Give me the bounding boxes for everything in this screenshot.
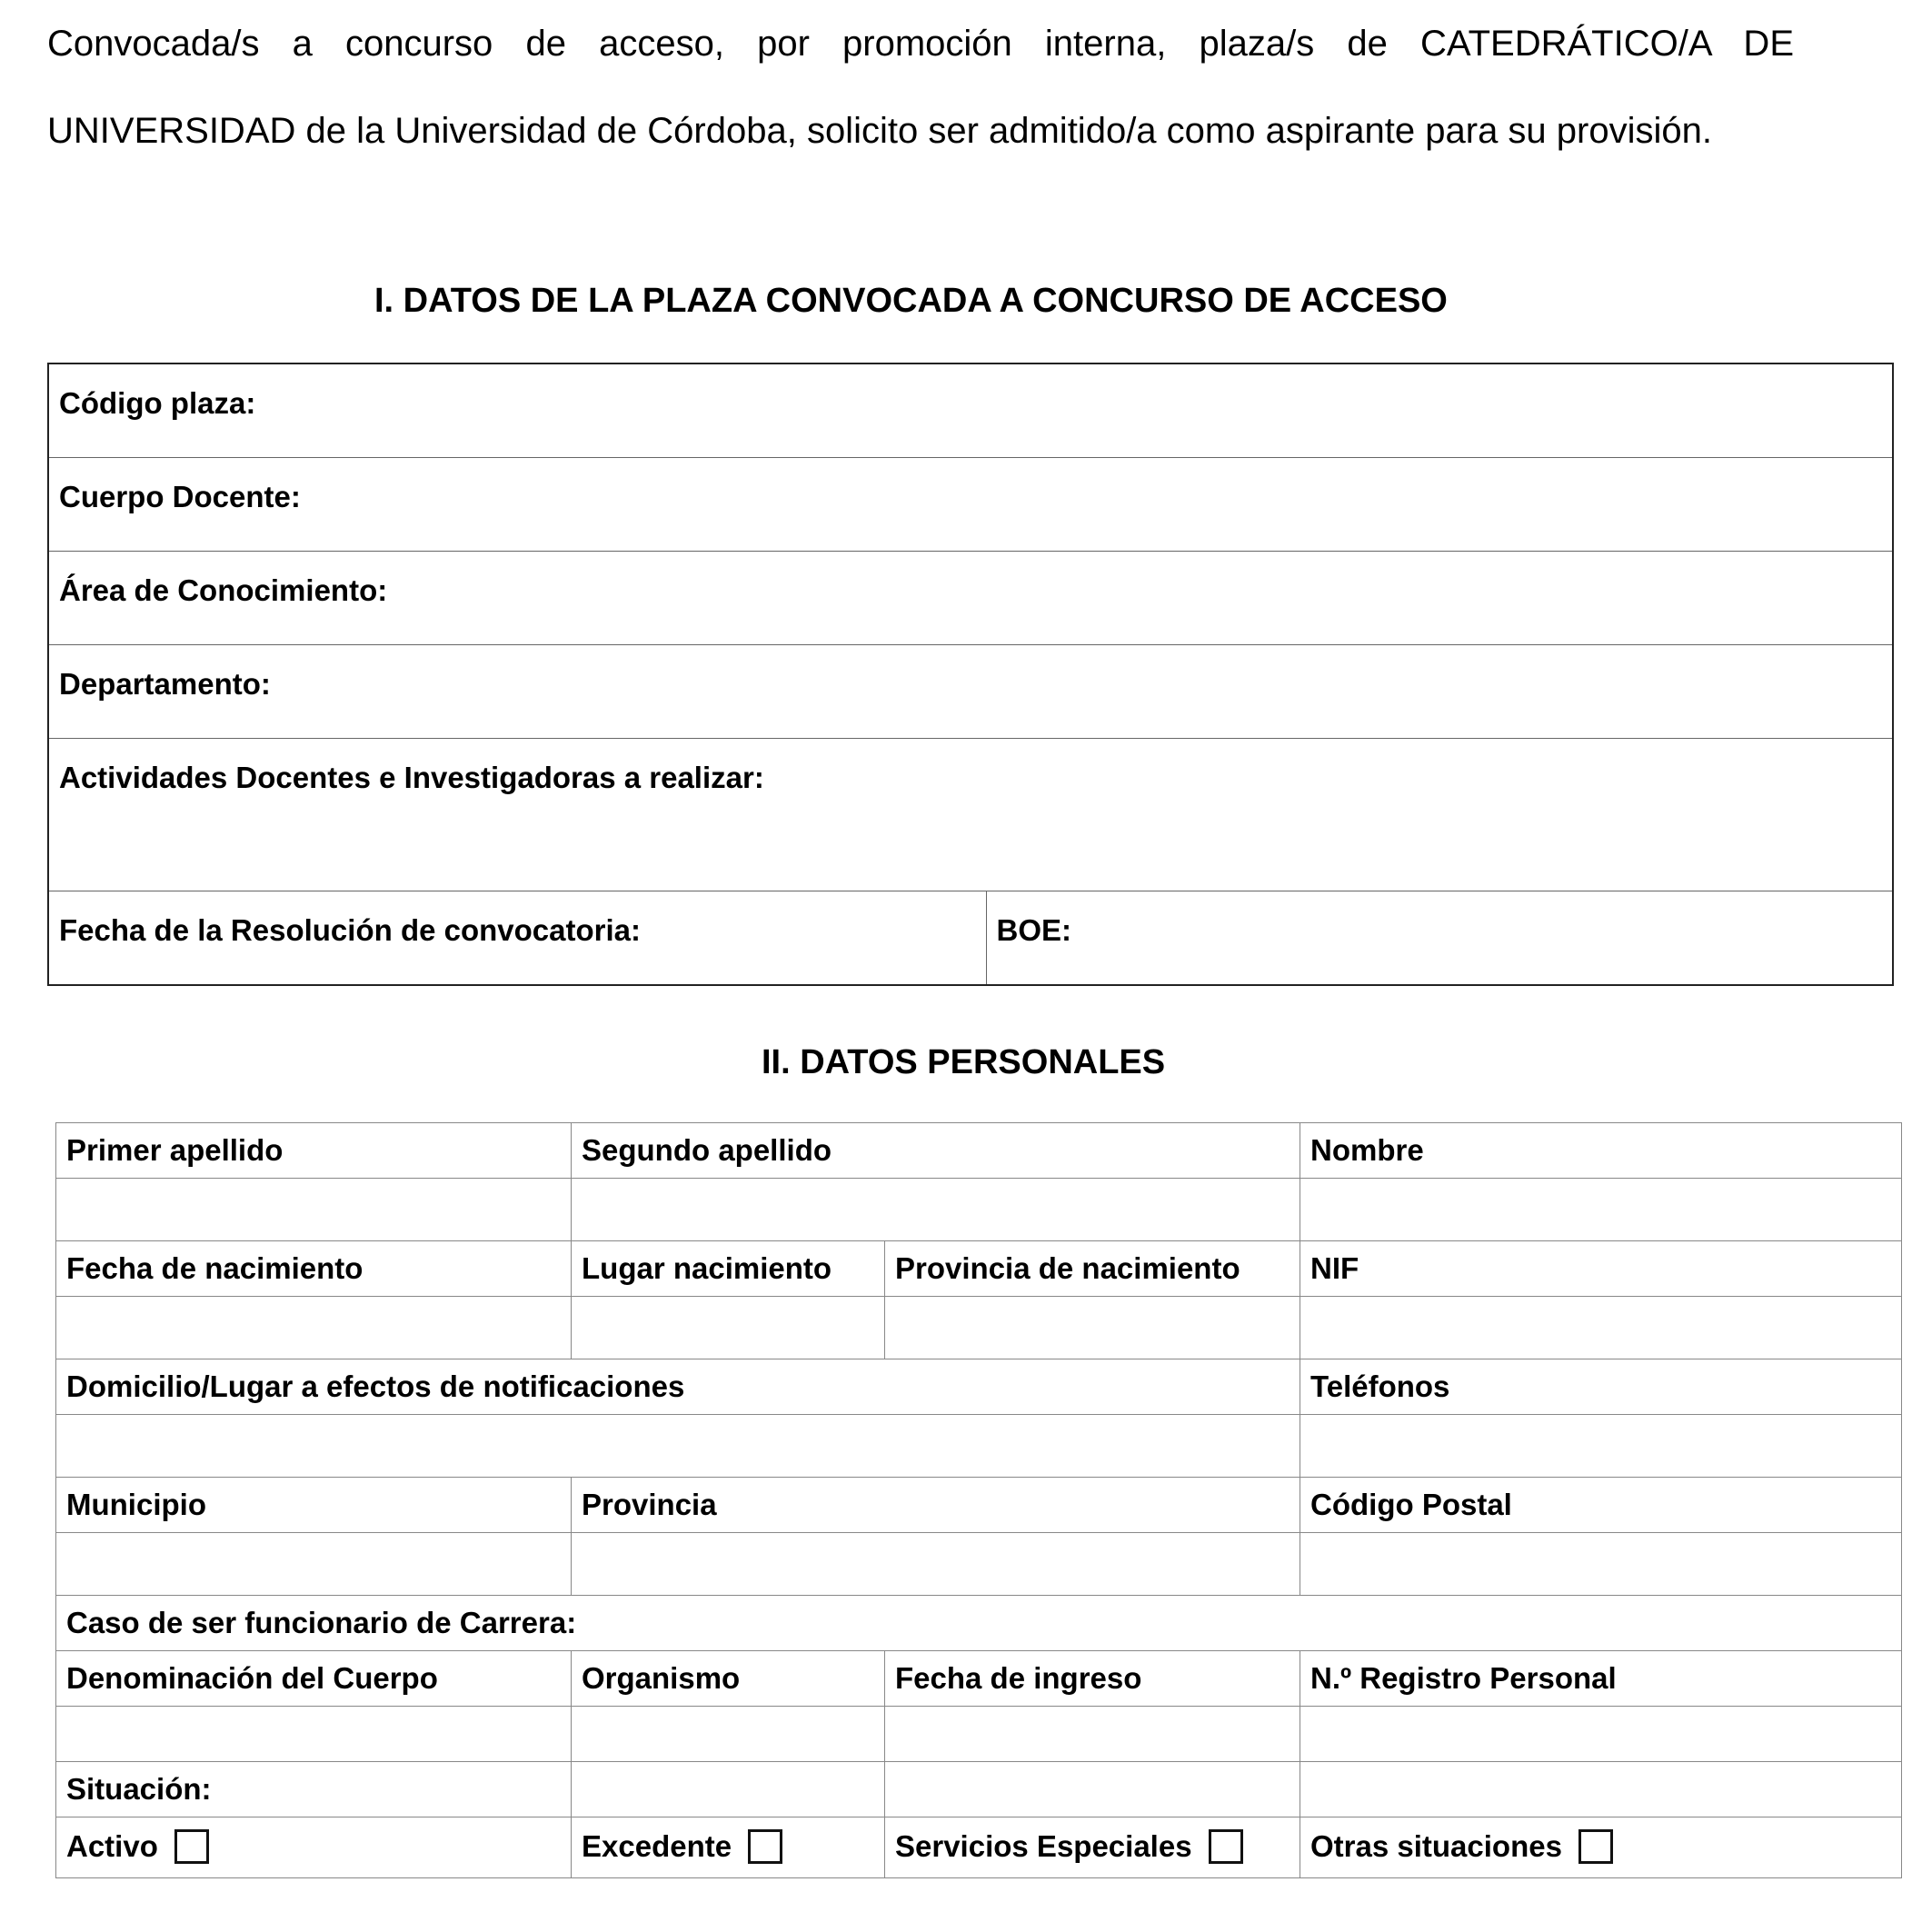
municipio-input[interactable] — [56, 1533, 572, 1596]
lugar-nacimiento-label: Lugar nacimiento — [572, 1241, 885, 1297]
section-2-title: II. DATOS PERSONALES — [762, 1043, 1166, 1081]
otras-situaciones-label: Otras situaciones — [1310, 1828, 1562, 1863]
codigo-plaza-field[interactable] — [48, 363, 1893, 458]
intro-paragraph — [47, 0, 1794, 174]
provincia-nacimiento-input[interactable] — [885, 1297, 1300, 1359]
situacion-empty-cell — [885, 1762, 1300, 1817]
servicios-especiales-checkbox[interactable] — [1209, 1829, 1243, 1864]
provincia-label: Provincia — [572, 1478, 1300, 1533]
excedente-checkbox[interactable] — [748, 1829, 782, 1864]
departamento-label: Departamento: — [59, 667, 271, 701]
cuerpo-docente-label: Cuerpo Docente: — [59, 480, 301, 513]
domicilio-input[interactable] — [56, 1415, 1300, 1478]
otras-situaciones-checkbox[interactable] — [1578, 1829, 1613, 1864]
cuerpo-docente-field[interactable] — [48, 458, 1893, 552]
organismo-label: Organismo — [572, 1651, 885, 1707]
boe-label: BOE: — [996, 913, 1071, 947]
segundo-apellido-label: Segundo apellido — [572, 1123, 1300, 1179]
nif-input[interactable] — [1300, 1297, 1902, 1359]
fecha-nacimiento-input[interactable] — [56, 1297, 572, 1359]
intro-line-2: UNIVERSIDAD de la Universidad de Córdoba, solicito ser admitido/a como aspirante para su provisión. — [47, 111, 1712, 151]
municipio-label: Municipio — [56, 1478, 572, 1533]
provincia-input[interactable] — [572, 1533, 1300, 1596]
boe-field[interactable] — [986, 891, 1893, 986]
registro-personal-label: N.º Registro Personal — [1300, 1651, 1902, 1707]
situacion-label: Situación: — [56, 1762, 572, 1817]
section-1-title: I. DATOS DE LA PLAZA CONVOCADA A CONCURSO DE ACCESO — [374, 282, 1448, 320]
fecha-resolucion-field[interactable] — [48, 891, 986, 986]
telefonos-input[interactable] — [1300, 1415, 1902, 1478]
situacion-empty-cell — [1300, 1762, 1902, 1817]
situacion-activo-option[interactable] — [56, 1817, 572, 1878]
lugar-nacimiento-input[interactable] — [572, 1297, 885, 1359]
fecha-ingreso-input[interactable] — [885, 1707, 1300, 1762]
personal-data-table — [55, 1122, 1902, 1878]
telefonos-label: Teléfonos — [1300, 1359, 1902, 1415]
nombre-input[interactable] — [1300, 1179, 1902, 1241]
actividades-field[interactable] — [48, 739, 1893, 891]
organismo-input[interactable] — [572, 1707, 885, 1762]
situacion-empty-cell — [572, 1762, 885, 1817]
excedente-label: Excedente — [582, 1828, 732, 1863]
activo-label: Activo — [66, 1828, 158, 1863]
activo-checkbox[interactable] — [174, 1829, 209, 1864]
codigo-postal-label: Código Postal — [1300, 1478, 1902, 1533]
primer-apellido-input[interactable] — [56, 1179, 572, 1241]
area-conocimiento-label: Área de Conocimiento: — [59, 573, 388, 607]
intro-line-1: Convocada/s a concurso de acceso, por promoción interna, plaza/s de CATEDRÁTICO/A DE — [47, 24, 1794, 64]
registro-personal-input[interactable] — [1300, 1707, 1902, 1762]
segundo-apellido-input[interactable] — [572, 1179, 1300, 1241]
codigo-plaza-label: Código plaza: — [59, 386, 256, 420]
departamento-field[interactable] — [48, 645, 1893, 739]
situacion-servicios-especiales-option[interactable] — [885, 1817, 1300, 1878]
domicilio-label: Domicilio/Lugar a efectos de notificaciones — [56, 1359, 1300, 1415]
situacion-otras-option[interactable] — [1300, 1817, 1902, 1878]
provincia-nacimiento-label: Provincia de nacimiento — [885, 1241, 1300, 1297]
fecha-resolucion-label: Fecha de la Resolución de convocatoria: — [59, 913, 642, 947]
actividades-label: Actividades Docentes e Investigadoras a realizar: — [59, 761, 764, 794]
fecha-ingreso-label: Fecha de ingreso — [885, 1651, 1300, 1707]
codigo-postal-input[interactable] — [1300, 1533, 1902, 1596]
nif-label: NIF — [1300, 1241, 1902, 1297]
servicios-especiales-label: Servicios Especiales — [895, 1828, 1192, 1863]
caso-funcionario-label: Caso de ser funcionario de Carrera: — [56, 1596, 1902, 1651]
fecha-nacimiento-label: Fecha de nacimiento — [56, 1241, 572, 1297]
plaza-data-table — [47, 363, 1894, 986]
denominacion-cuerpo-label: Denominación del Cuerpo — [56, 1651, 572, 1707]
primer-apellido-label: Primer apellido — [56, 1123, 572, 1179]
area-conocimiento-field[interactable] — [48, 552, 1893, 645]
situacion-excedente-option[interactable] — [572, 1817, 885, 1878]
denominacion-cuerpo-input[interactable] — [56, 1707, 572, 1762]
nombre-label: Nombre — [1300, 1123, 1902, 1179]
